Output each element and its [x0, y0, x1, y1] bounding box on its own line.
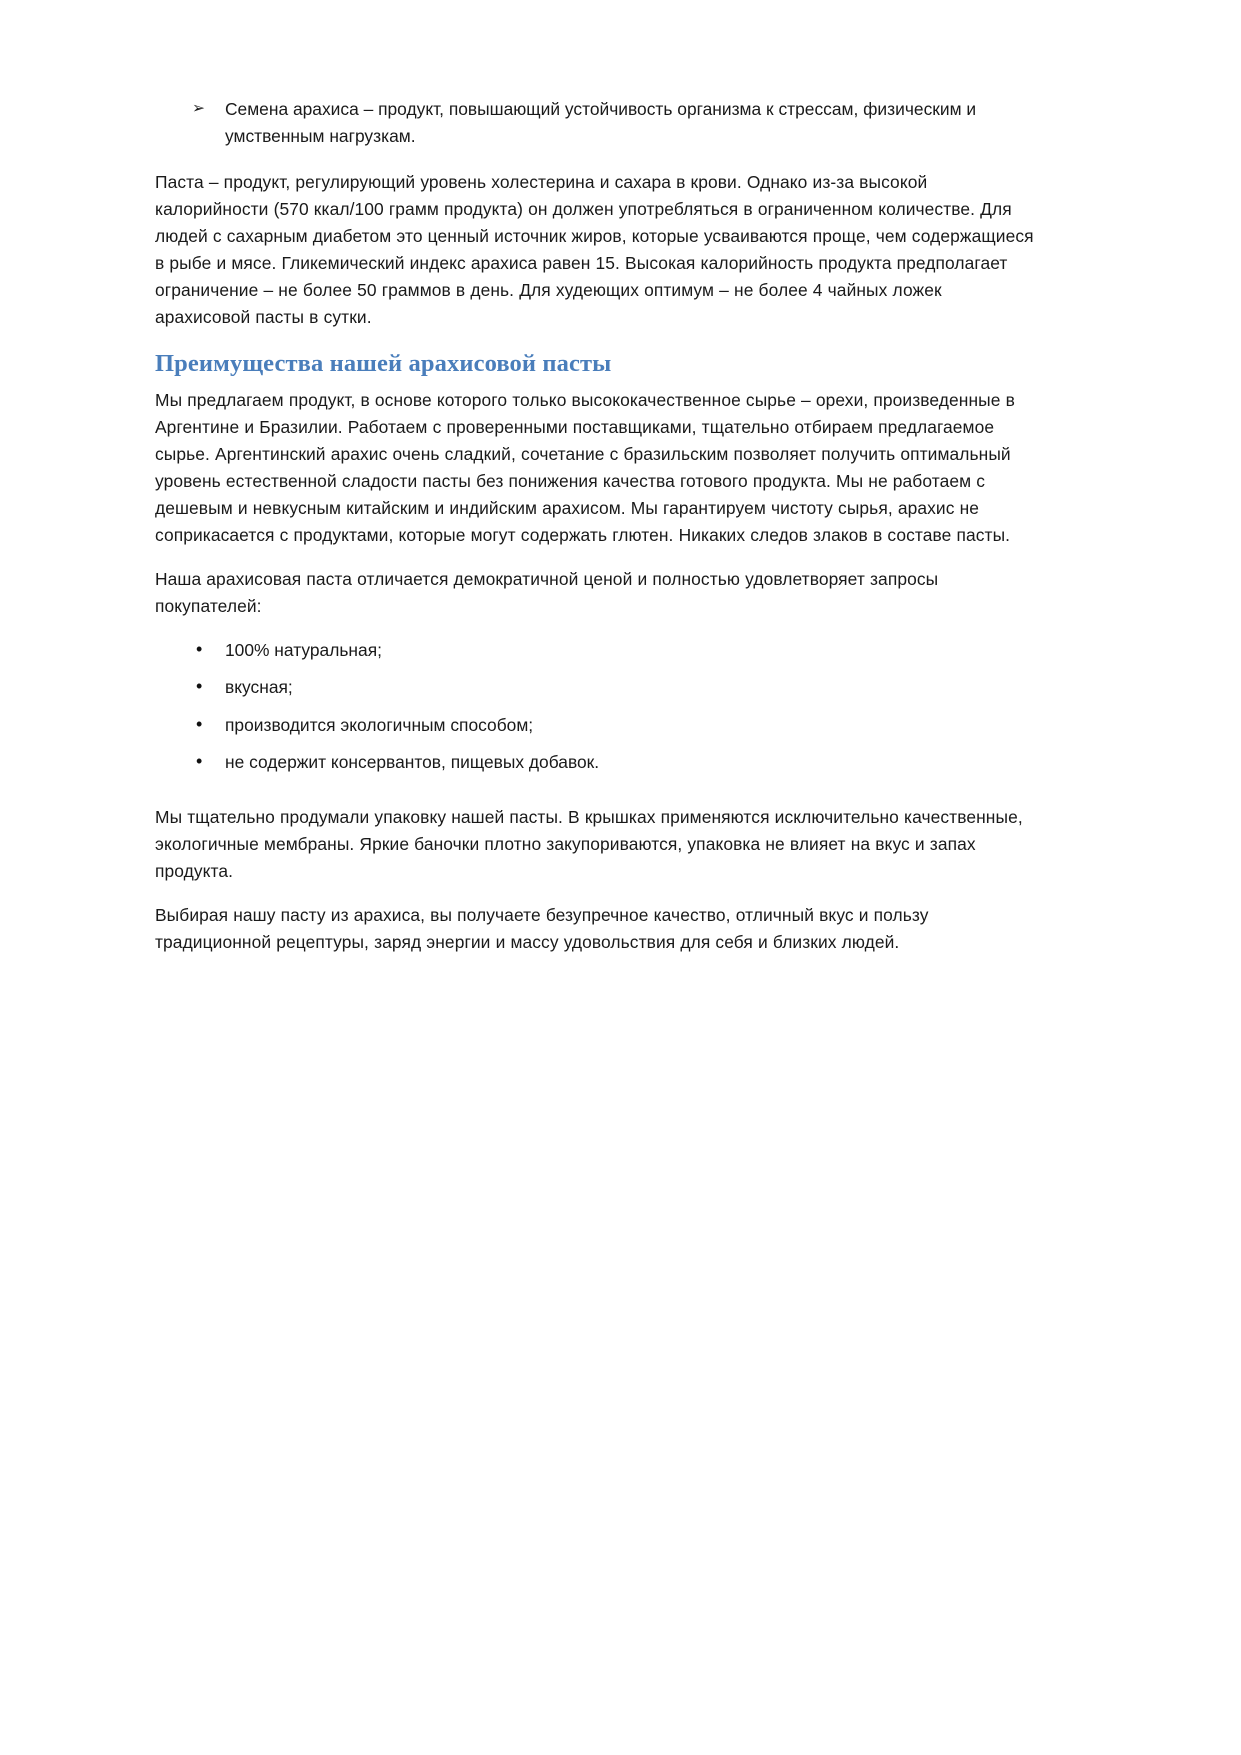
dot-bullet-icon: •	[196, 676, 203, 697]
dot-bullet-icon: •	[196, 713, 203, 734]
list-item-text: Семена арахиса – продукт, повышающий устойчивость организма к стрессам, физическим и умственным нагрузкам.	[225, 99, 977, 147]
paragraph-packaging: Мы тщательно продумали упаковку нашей пасты. В крышках применяются исключительно качественные, экологичные мембраны. Яркие баночки плотно закупориваются, упаковка не влияет на вкус и запах продукта.	[155, 806, 1023, 881]
list-item-text: вкусная;	[225, 677, 293, 698]
list-item	[155, 674, 1036, 701]
intro-arrow-list	[155, 96, 1036, 150]
dot-bullet-icon: •	[196, 639, 203, 660]
arrow-bullet-icon: ➢	[192, 100, 205, 117]
spacer	[155, 794, 1036, 804]
paragraph-closing: Выбирая нашу пасту из арахиса, вы получаете безупречное качество, отличный вкус и пользу традиционной рецептуры, заряд энергии и массу удовольствия для себя и близких людей.	[155, 904, 929, 952]
list-item	[155, 96, 1036, 150]
page-title: Преимущества нашей арахисовой пасты	[155, 349, 612, 377]
list-item	[155, 749, 1036, 776]
dot-bullet-icon: •	[196, 750, 203, 771]
list-item	[155, 712, 1036, 739]
list-item-text: не содержит консервантов, пищевых добавок.	[225, 751, 600, 772]
benefits-bullet-list	[155, 637, 1036, 775]
paragraph-calories: Паста – продукт, регулирующий уровень холестерина и сахара в крови. Однако из-за высокой калорийности (570 ккал/100 грамм продукта) он должен употребляться в ограниченном количестве. Для людей с сахарным диабетом это ценный источник жиров, которые усваиваются проще, чем содержащиеся в рыбе и мясе. Гликемический индекс арахиса равен 15. Высокая калорийность продукта предполагает ограничение – не более 50 граммов в день. Для худеющих оптимум – не более 4 чайных ложек арахисовой пасты в сутки.	[155, 172, 1034, 328]
list-item-text: 100% натуральная;	[225, 640, 382, 661]
list-item-text: производится экологичным способом;	[225, 714, 534, 735]
list-item	[155, 637, 1036, 664]
paragraph-price-intro: Наша арахисовая паста отличается демократичной ценой и полностью удовлетворяет запросы покупателей:	[155, 569, 939, 617]
document-body	[155, 96, 1036, 956]
paragraph-quality: Мы предлагаем продукт, в основе которого только высококачественное сырье – орехи, произведенные в Аргентине и Бразилии. Работаем с проверенными поставщиками, тщательно отбираем предлагаемое сырье. Аргентинский арахис очень сладкий, сочетание с бразильским позволяет получить оптимальный уровень естественной сладости пасты без понижения качества готового продукта. Мы не работаем с дешевым и невкусным китайским и индийским арахисом. Мы гарантируем чистоту сырья, арахис не соприкасается с продуктами, которые могут содержать глютен. Никаких следов злаков в составе пасты.	[155, 389, 1015, 546]
